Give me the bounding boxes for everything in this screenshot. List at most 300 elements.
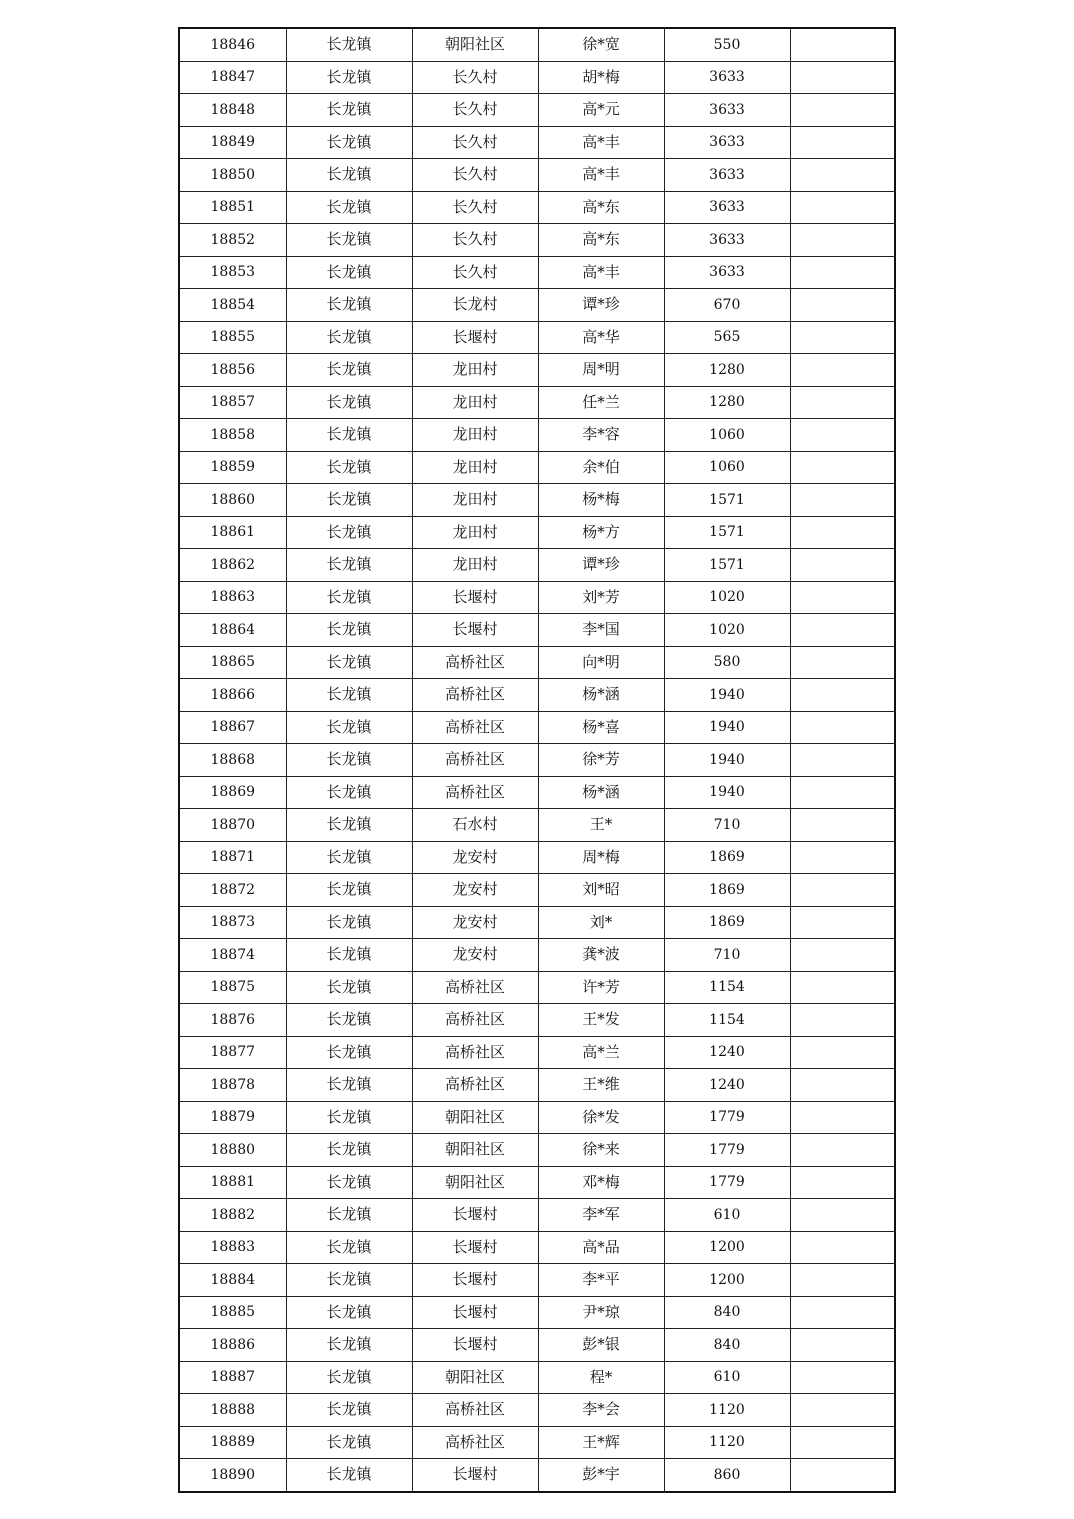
amount-cell: 3633 [664, 126, 790, 159]
person-name-cell: 周*梅 [538, 841, 664, 874]
amount-cell: 1940 [664, 711, 790, 744]
serial-number-cell: 18866 [179, 679, 286, 712]
amount-cell: 1154 [664, 971, 790, 1004]
serial-number-cell: 18847 [179, 61, 286, 94]
town-cell: 长龙镇 [286, 841, 412, 874]
village-cell: 长堰村 [412, 321, 538, 354]
village-cell: 朝阳社区 [412, 1166, 538, 1199]
table-row [179, 1166, 895, 1199]
person-name-cell: 向*明 [538, 646, 664, 679]
person-name-cell: 杨*方 [538, 516, 664, 549]
serial-number-cell: 18889 [179, 1426, 286, 1459]
village-cell: 长堰村 [412, 1459, 538, 1492]
amount-cell: 3633 [664, 224, 790, 257]
note-cell [790, 224, 895, 257]
amount-cell: 610 [664, 1199, 790, 1232]
table-row [179, 159, 895, 192]
amount-cell: 1020 [664, 581, 790, 614]
village-cell: 高桥社区 [412, 711, 538, 744]
table-row [179, 614, 895, 647]
village-cell: 长堰村 [412, 1231, 538, 1264]
amount-cell: 1571 [664, 549, 790, 582]
amount-cell: 1060 [664, 451, 790, 484]
serial-number-cell: 18860 [179, 484, 286, 517]
town-cell: 长龙镇 [286, 1361, 412, 1394]
amount-cell: 1200 [664, 1231, 790, 1264]
town-cell: 长龙镇 [286, 516, 412, 549]
town-cell: 长龙镇 [286, 289, 412, 322]
amount-cell: 3633 [664, 159, 790, 192]
note-cell [790, 711, 895, 744]
note-cell [790, 809, 895, 842]
serial-number-cell: 18849 [179, 126, 286, 159]
amount-cell: 1779 [664, 1101, 790, 1134]
table-row [179, 1361, 895, 1394]
town-cell: 长龙镇 [286, 1166, 412, 1199]
note-cell [790, 971, 895, 1004]
amount-cell: 565 [664, 321, 790, 354]
note-cell [790, 1296, 895, 1329]
village-cell: 长堰村 [412, 581, 538, 614]
table-row [179, 94, 895, 127]
village-cell: 高桥社区 [412, 1036, 538, 1069]
amount-cell: 670 [664, 289, 790, 322]
village-cell: 长久村 [412, 224, 538, 257]
town-cell: 长龙镇 [286, 906, 412, 939]
table-row [179, 191, 895, 224]
amount-cell: 1571 [664, 484, 790, 517]
amount-cell: 3633 [664, 94, 790, 127]
serial-number-cell: 18877 [179, 1036, 286, 1069]
town-cell: 长龙镇 [286, 1199, 412, 1232]
serial-number-cell: 18859 [179, 451, 286, 484]
note-cell [790, 1199, 895, 1232]
village-cell: 朝阳社区 [412, 28, 538, 61]
person-name-cell: 谭*珍 [538, 549, 664, 582]
note-cell [790, 419, 895, 452]
person-name-cell: 许*芳 [538, 971, 664, 1004]
village-cell: 长久村 [412, 126, 538, 159]
person-name-cell: 杨*涵 [538, 679, 664, 712]
town-cell: 长龙镇 [286, 386, 412, 419]
amount-cell: 1240 [664, 1069, 790, 1102]
table-row [179, 321, 895, 354]
serial-number-cell: 18887 [179, 1361, 286, 1394]
serial-number-cell: 18881 [179, 1166, 286, 1199]
person-name-cell: 刘* [538, 906, 664, 939]
table-row [179, 1231, 895, 1264]
town-cell: 长龙镇 [286, 1264, 412, 1297]
table-row [179, 224, 895, 257]
table-row [179, 906, 895, 939]
serial-number-cell: 18846 [179, 28, 286, 61]
amount-cell: 1940 [664, 744, 790, 777]
serial-number-cell: 18876 [179, 1004, 286, 1037]
village-cell: 长堰村 [412, 1296, 538, 1329]
town-cell: 长龙镇 [286, 646, 412, 679]
person-name-cell: 余*伯 [538, 451, 664, 484]
person-name-cell: 徐*来 [538, 1134, 664, 1167]
town-cell: 长龙镇 [286, 809, 412, 842]
person-name-cell: 邓*梅 [538, 1166, 664, 1199]
person-name-cell: 任*兰 [538, 386, 664, 419]
person-name-cell: 胡*梅 [538, 61, 664, 94]
village-cell: 长久村 [412, 191, 538, 224]
serial-number-cell: 18856 [179, 354, 286, 387]
person-name-cell: 高*兰 [538, 1036, 664, 1069]
serial-number-cell: 18851 [179, 191, 286, 224]
amount-cell: 1779 [664, 1166, 790, 1199]
note-cell [790, 581, 895, 614]
records-table [178, 27, 896, 1493]
serial-number-cell: 18884 [179, 1264, 286, 1297]
amount-cell: 840 [664, 1296, 790, 1329]
serial-number-cell: 18852 [179, 224, 286, 257]
town-cell: 长龙镇 [286, 1459, 412, 1492]
table-row [179, 1296, 895, 1329]
note-cell [790, 126, 895, 159]
town-cell: 长龙镇 [286, 159, 412, 192]
serial-number-cell: 18885 [179, 1296, 286, 1329]
table-row [179, 679, 895, 712]
village-cell: 龙安村 [412, 906, 538, 939]
table-row [179, 61, 895, 94]
serial-number-cell: 18868 [179, 744, 286, 777]
town-cell: 长龙镇 [286, 1069, 412, 1102]
village-cell: 高桥社区 [412, 776, 538, 809]
serial-number-cell: 18848 [179, 94, 286, 127]
serial-number-cell: 18869 [179, 776, 286, 809]
table-row [179, 711, 895, 744]
note-cell [790, 28, 895, 61]
note-cell [790, 1231, 895, 1264]
table-row [179, 1426, 895, 1459]
person-name-cell: 高*东 [538, 224, 664, 257]
town-cell: 长龙镇 [286, 191, 412, 224]
note-cell [790, 94, 895, 127]
note-cell [790, 61, 895, 94]
town-cell: 长龙镇 [286, 744, 412, 777]
village-cell: 长久村 [412, 256, 538, 289]
table-row [179, 484, 895, 517]
person-name-cell: 徐*宽 [538, 28, 664, 61]
person-name-cell: 高*元 [538, 94, 664, 127]
person-name-cell: 高*华 [538, 321, 664, 354]
amount-cell: 840 [664, 1329, 790, 1362]
note-cell [790, 841, 895, 874]
person-name-cell: 彭*银 [538, 1329, 664, 1362]
village-cell: 高桥社区 [412, 1069, 538, 1102]
amount-cell: 710 [664, 939, 790, 972]
town-cell: 长龙镇 [286, 1394, 412, 1427]
note-cell [790, 776, 895, 809]
amount-cell: 1779 [664, 1134, 790, 1167]
person-name-cell: 徐*发 [538, 1101, 664, 1134]
table-row [179, 1264, 895, 1297]
amount-cell: 1120 [664, 1426, 790, 1459]
village-cell: 龙田村 [412, 451, 538, 484]
person-name-cell: 徐*芳 [538, 744, 664, 777]
village-cell: 高桥社区 [412, 1394, 538, 1427]
town-cell: 长龙镇 [286, 549, 412, 582]
serial-number-cell: 18865 [179, 646, 286, 679]
table-row [179, 1069, 895, 1102]
village-cell: 长久村 [412, 94, 538, 127]
serial-number-cell: 18870 [179, 809, 286, 842]
table-row [179, 256, 895, 289]
village-cell: 长堰村 [412, 1199, 538, 1232]
serial-number-cell: 18879 [179, 1101, 286, 1134]
town-cell: 长龙镇 [286, 614, 412, 647]
table-row [179, 776, 895, 809]
note-cell [790, 874, 895, 907]
note-cell [790, 1459, 895, 1492]
amount-cell: 1869 [664, 874, 790, 907]
note-cell [790, 1004, 895, 1037]
amount-cell: 1154 [664, 1004, 790, 1037]
person-name-cell: 杨*梅 [538, 484, 664, 517]
town-cell: 长龙镇 [286, 1426, 412, 1459]
town-cell: 长龙镇 [286, 61, 412, 94]
table-row [179, 1199, 895, 1232]
town-cell: 长龙镇 [286, 874, 412, 907]
village-cell: 龙田村 [412, 516, 538, 549]
person-name-cell: 高*丰 [538, 256, 664, 289]
town-cell: 长龙镇 [286, 321, 412, 354]
amount-cell: 580 [664, 646, 790, 679]
person-name-cell: 尹*琼 [538, 1296, 664, 1329]
amount-cell: 1200 [664, 1264, 790, 1297]
village-cell: 龙安村 [412, 874, 538, 907]
note-cell [790, 939, 895, 972]
table-row [179, 386, 895, 419]
serial-number-cell: 18873 [179, 906, 286, 939]
village-cell: 龙田村 [412, 354, 538, 387]
person-name-cell: 刘*芳 [538, 581, 664, 614]
village-cell: 高桥社区 [412, 744, 538, 777]
table-row [179, 809, 895, 842]
person-name-cell: 李*会 [538, 1394, 664, 1427]
town-cell: 长龙镇 [286, 1329, 412, 1362]
person-name-cell: 谭*珍 [538, 289, 664, 322]
amount-cell: 1869 [664, 841, 790, 874]
note-cell [790, 1426, 895, 1459]
table-row [179, 841, 895, 874]
table-row [179, 354, 895, 387]
note-cell [790, 516, 895, 549]
table-row [179, 289, 895, 322]
town-cell: 长龙镇 [286, 126, 412, 159]
amount-cell: 1280 [664, 354, 790, 387]
amount-cell: 3633 [664, 61, 790, 94]
person-name-cell: 程* [538, 1361, 664, 1394]
person-name-cell: 龚*波 [538, 939, 664, 972]
town-cell: 长龙镇 [286, 94, 412, 127]
note-cell [790, 744, 895, 777]
serial-number-cell: 18888 [179, 1394, 286, 1427]
town-cell: 长龙镇 [286, 1036, 412, 1069]
note-cell [790, 191, 895, 224]
table-row [179, 1134, 895, 1167]
serial-number-cell: 18880 [179, 1134, 286, 1167]
table-row [179, 744, 895, 777]
town-cell: 长龙镇 [286, 451, 412, 484]
person-name-cell: 王*辉 [538, 1426, 664, 1459]
note-cell [790, 1264, 895, 1297]
town-cell: 长龙镇 [286, 256, 412, 289]
table-row [179, 1101, 895, 1134]
table-row [179, 581, 895, 614]
amount-cell: 610 [664, 1361, 790, 1394]
village-cell: 龙田村 [412, 549, 538, 582]
person-name-cell: 王* [538, 809, 664, 842]
amount-cell: 3633 [664, 191, 790, 224]
note-cell [790, 906, 895, 939]
note-cell [790, 484, 895, 517]
table-row [179, 419, 895, 452]
note-cell [790, 1069, 895, 1102]
village-cell: 朝阳社区 [412, 1361, 538, 1394]
village-cell: 龙田村 [412, 484, 538, 517]
table-row [179, 971, 895, 1004]
table-row [179, 1036, 895, 1069]
person-name-cell: 高*品 [538, 1231, 664, 1264]
amount-cell: 1571 [664, 516, 790, 549]
note-cell [790, 159, 895, 192]
serial-number-cell: 18872 [179, 874, 286, 907]
town-cell: 长龙镇 [286, 939, 412, 972]
amount-cell: 1120 [664, 1394, 790, 1427]
town-cell: 长龙镇 [286, 776, 412, 809]
table-row [179, 1459, 895, 1492]
note-cell [790, 679, 895, 712]
table-row [179, 646, 895, 679]
amount-cell: 550 [664, 28, 790, 61]
amount-cell: 1869 [664, 906, 790, 939]
note-cell [790, 549, 895, 582]
village-cell: 龙田村 [412, 386, 538, 419]
person-name-cell: 李*国 [538, 614, 664, 647]
village-cell: 长堰村 [412, 1329, 538, 1362]
note-cell [790, 1134, 895, 1167]
village-cell: 高桥社区 [412, 646, 538, 679]
town-cell: 长龙镇 [286, 1134, 412, 1167]
village-cell: 高桥社区 [412, 1004, 538, 1037]
village-cell: 朝阳社区 [412, 1101, 538, 1134]
note-cell [790, 1036, 895, 1069]
amount-cell: 710 [664, 809, 790, 842]
village-cell: 高桥社区 [412, 679, 538, 712]
serial-number-cell: 18861 [179, 516, 286, 549]
village-cell: 高桥社区 [412, 971, 538, 1004]
town-cell: 长龙镇 [286, 1004, 412, 1037]
amount-cell: 1280 [664, 386, 790, 419]
serial-number-cell: 18850 [179, 159, 286, 192]
serial-number-cell: 18855 [179, 321, 286, 354]
amount-cell: 1240 [664, 1036, 790, 1069]
village-cell: 长久村 [412, 159, 538, 192]
village-cell: 长久村 [412, 61, 538, 94]
person-name-cell: 彭*宇 [538, 1459, 664, 1492]
serial-number-cell: 18883 [179, 1231, 286, 1264]
serial-number-cell: 18890 [179, 1459, 286, 1492]
person-name-cell: 刘*昭 [538, 874, 664, 907]
village-cell: 长堰村 [412, 1264, 538, 1297]
serial-number-cell: 18853 [179, 256, 286, 289]
person-name-cell: 高*东 [538, 191, 664, 224]
table-row [179, 1004, 895, 1037]
serial-number-cell: 18863 [179, 581, 286, 614]
table-row [179, 1394, 895, 1427]
note-cell [790, 614, 895, 647]
village-cell: 石水村 [412, 809, 538, 842]
note-cell [790, 386, 895, 419]
note-cell [790, 256, 895, 289]
town-cell: 长龙镇 [286, 419, 412, 452]
town-cell: 长龙镇 [286, 1296, 412, 1329]
table-row [179, 126, 895, 159]
person-name-cell: 李*容 [538, 419, 664, 452]
note-cell [790, 1101, 895, 1134]
town-cell: 长龙镇 [286, 28, 412, 61]
amount-cell: 1060 [664, 419, 790, 452]
serial-number-cell: 18875 [179, 971, 286, 1004]
table-row [179, 939, 895, 972]
person-name-cell: 李*平 [538, 1264, 664, 1297]
village-cell: 朝阳社区 [412, 1134, 538, 1167]
serial-number-cell: 18882 [179, 1199, 286, 1232]
table-row [179, 874, 895, 907]
note-cell [790, 1329, 895, 1362]
serial-number-cell: 18874 [179, 939, 286, 972]
person-name-cell: 王*发 [538, 1004, 664, 1037]
records-body [179, 28, 895, 1492]
village-cell: 龙安村 [412, 841, 538, 874]
village-cell: 长堰村 [412, 614, 538, 647]
note-cell [790, 1394, 895, 1427]
town-cell: 长龙镇 [286, 581, 412, 614]
serial-number-cell: 18854 [179, 289, 286, 322]
town-cell: 长龙镇 [286, 971, 412, 1004]
village-cell: 龙安村 [412, 939, 538, 972]
amount-cell: 1940 [664, 679, 790, 712]
note-cell [790, 321, 895, 354]
town-cell: 长龙镇 [286, 1231, 412, 1264]
serial-number-cell: 18867 [179, 711, 286, 744]
serial-number-cell: 18862 [179, 549, 286, 582]
note-cell [790, 1361, 895, 1394]
amount-cell: 3633 [664, 256, 790, 289]
table-row [179, 28, 895, 61]
town-cell: 长龙镇 [286, 224, 412, 257]
note-cell [790, 354, 895, 387]
amount-cell: 1940 [664, 776, 790, 809]
village-cell: 龙田村 [412, 419, 538, 452]
serial-number-cell: 18886 [179, 1329, 286, 1362]
amount-cell: 1020 [664, 614, 790, 647]
note-cell [790, 289, 895, 322]
person-name-cell: 杨*涵 [538, 776, 664, 809]
table-row [179, 451, 895, 484]
serial-number-cell: 18878 [179, 1069, 286, 1102]
town-cell: 长龙镇 [286, 711, 412, 744]
serial-number-cell: 18857 [179, 386, 286, 419]
serial-number-cell: 18858 [179, 419, 286, 452]
village-cell: 高桥社区 [412, 1426, 538, 1459]
serial-number-cell: 18871 [179, 841, 286, 874]
serial-number-cell: 18864 [179, 614, 286, 647]
note-cell [790, 1166, 895, 1199]
